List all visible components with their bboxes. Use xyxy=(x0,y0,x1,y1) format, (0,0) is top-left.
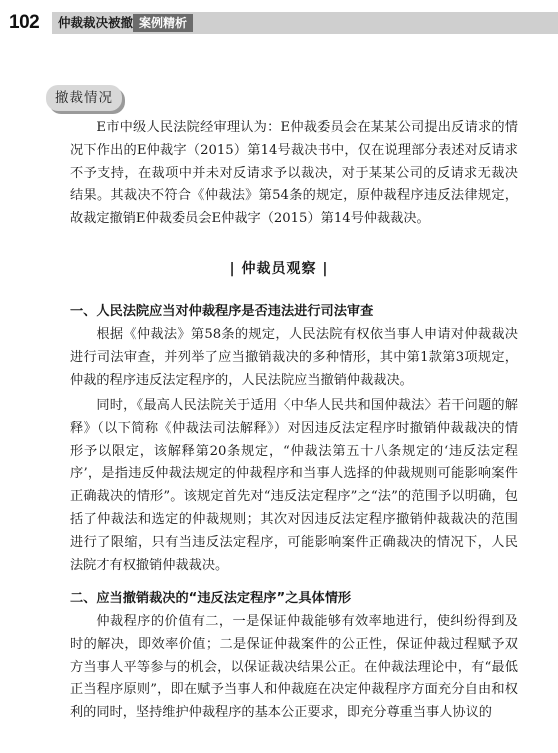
observation-paragraph-1: 根据《仲裁法》第58条的规定，人民法院有权依当事人申请对仲裁裁决进行司法审查，并列举了应当撤销裁决的多种情形，其中第1款第3项规定，仲裁的程序违反法定程序的，人民法院应当撤销仲裁裁决。 xyxy=(70,327,518,388)
revocation-paragraph: E市中级人民法院经审理认为：E仲裁委员会在某某公司提出反请求的情况下作出的E仲裁字（2015）第14号裁决书中，仅在说理部分表述对反请求不予支持，在裁项中并未对反请求予以裁决，对于某某公司的反请求无裁决结果。其裁决不符合《仲裁法》第54条的规定，原仲裁程序违反法律规定，故裁定撤销E仲裁委员会E仲裁字（2015）第14号仲裁裁决。 xyxy=(70,120,518,227)
observation-heading-1: 一、人民法院应当对仲裁程序是否违法进行司法审查 xyxy=(70,304,374,319)
observation-paragraph-2: 同时，《最高人民法院关于适用〈中华人民共和国仲裁法〉若干问题的解释》（以下简称《仲裁法司法解释》）对因违反法定程序时撤销仲裁裁决的情形予以限定，该解释第20条规定，“仲裁法第五十八条规定的‘违反法定程序’，是指违反仲裁法规定的仲裁程序和当事人选择的仲裁规则可能影响案件正确裁决的情形”。该规定首先对“违反法定程序”之“法”的范围予以明确，包括了仲裁法和选定的仲裁规则；其次对因违反法定程序撤销仲裁裁决的范围进行了限缩，只有当违反法定程序，可能影响案件正确裁决的情况下，人民法院才有权撤销仲裁裁决。 xyxy=(70,398,518,573)
observation-title: | 仲裁员观察 | xyxy=(229,261,329,277)
page-header xyxy=(0,0,558,44)
section-tag: 案例精析 xyxy=(133,14,193,32)
revocation-tag-label: 撤裁情况 xyxy=(55,90,113,106)
book-title: 仲裁裁决被撤 xyxy=(58,15,134,30)
observation-heading-2: 二、应当撤销裁决的“违反法定程序”之具体情形 xyxy=(70,591,352,606)
observation-paragraph-3: 仲裁程序的价值有二，一是保证仲裁能够有效率地进行，使纠纷得到及时的解决，即效率价值；二是保证仲裁案件的公正性，保证仲裁过程赋予双方当事人平等参与的机会，以保证裁决结果公正。在仲裁法理论中，有“最低正当程序原则”，即在赋予当事人和仲裁庭在决定仲裁程序方面充分自由和权利的同时，坚持维护仲裁程序的基本公正要求，即充分尊重当事人协议的 xyxy=(70,614,518,721)
page-number: 102 xyxy=(9,12,40,33)
revocation-tag xyxy=(46,85,122,111)
